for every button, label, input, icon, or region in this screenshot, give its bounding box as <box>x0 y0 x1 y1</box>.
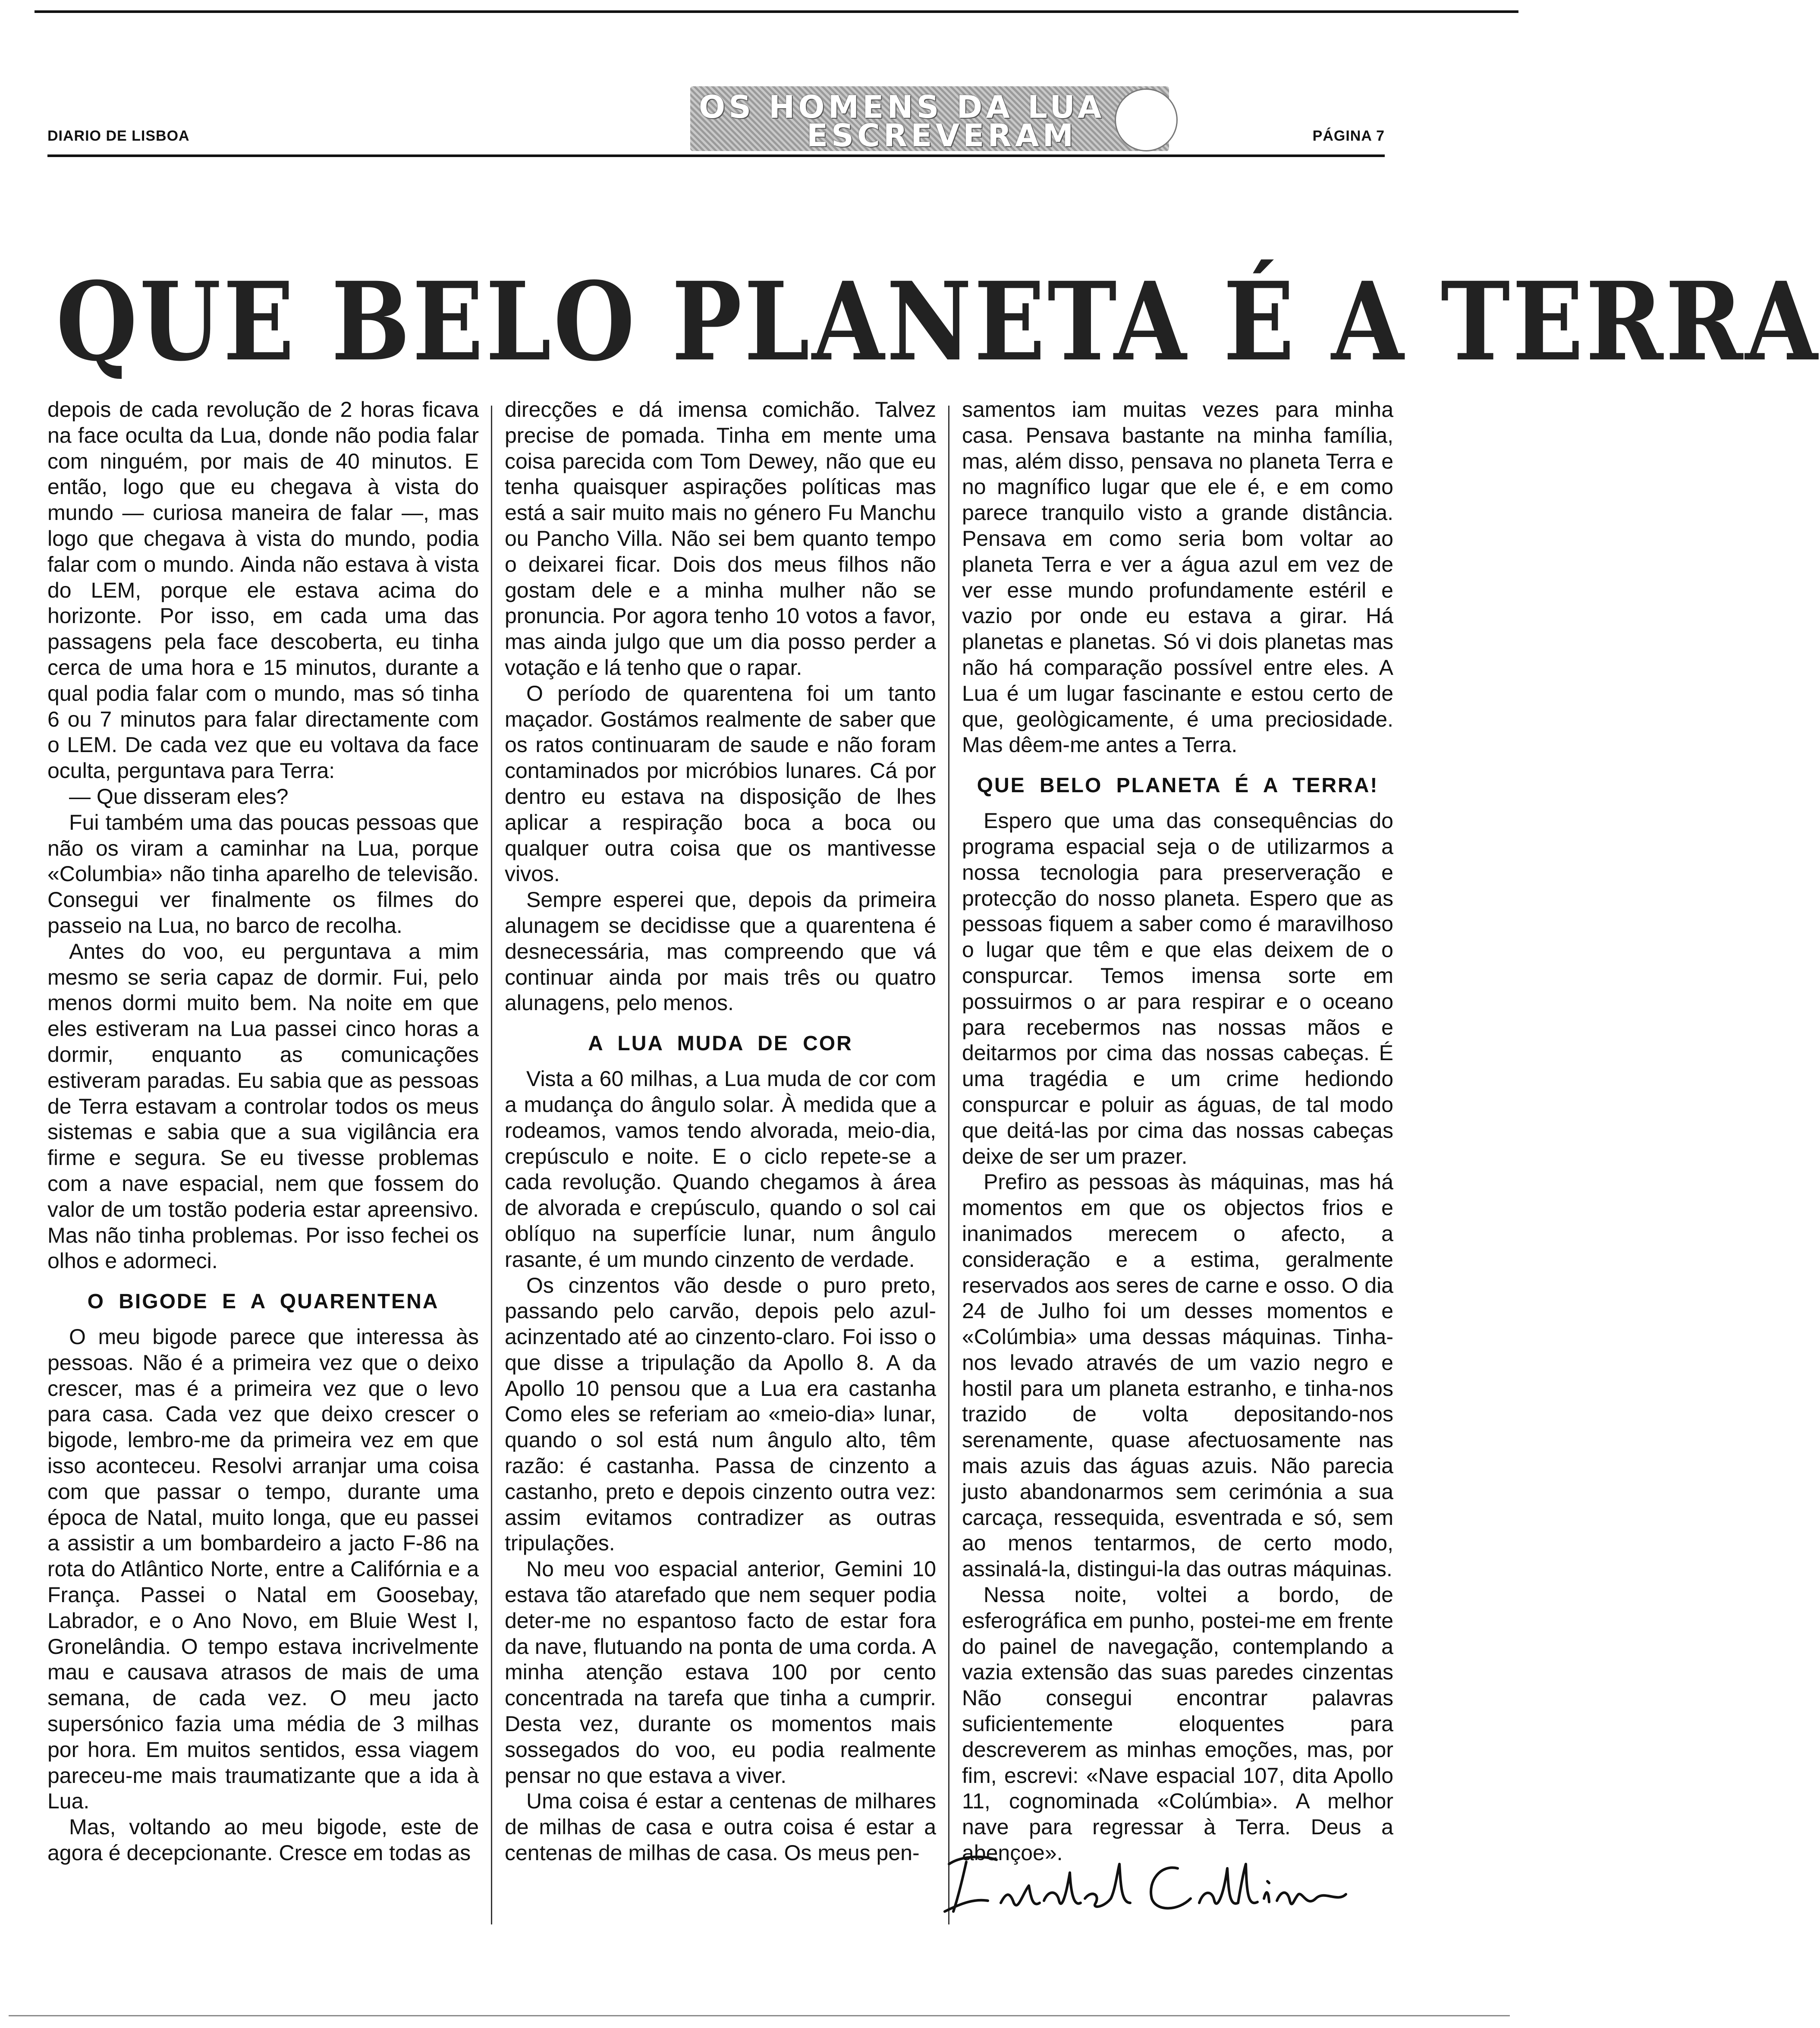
moon-icon <box>1115 88 1178 151</box>
paragraph: O período de quarentena foi um tanto maçador. Gostámos realmente de saber que os ratos continuaram de saude e não foram contaminados por micróbios lunares. Cá por dentro eu estava na disposição de lhes aplicar a respiração boca a boca ou qualquer outra coisa que os mantivesse vivos. <box>505 681 936 886</box>
paragraph: Vista a 60 milhas, a Lua muda de cor com a mudança do ângulo solar. À medida que a rodeamos, vamos tendo alvorada, meio-dia, crepúsculo e noite. E o ciclo repete-se a cada revolução. Quando chegamos à área de alvorada e crepúsculo, quando o sol cai oblíquo na superfície lunar, num ângulo rasante, é um mundo cinzento de verdade. <box>505 1067 936 1272</box>
series-banner-line2: ESCREVERAM <box>807 117 1077 154</box>
paragraph: Sempre esperei que, depois da primeira alunagem se decidisse que a quarentena é desnecessária, mas compreendo que vá continuar ainda por mais três ou quatro alunagens, pelo menos. <box>505 888 936 1015</box>
subheading: QUE BELO PLANETA É A TERRA! <box>977 774 1379 797</box>
newspaper-name: DIARIO DE LISBOA <box>47 128 190 144</box>
page-number: PÁGINA 7 <box>1312 128 1385 144</box>
column-divider <box>948 406 949 1924</box>
paragraph: — Que disseram eles? <box>69 784 289 809</box>
series-banner <box>690 86 1169 154</box>
top-border-rule <box>35 10 1518 13</box>
series-banner-line1: OS HOMENS DA LUA <box>699 89 1105 125</box>
paragraph: Mas, voltando ao meu bigode, este de agora é decepcionante. Cresce em todas as <box>47 1815 479 1865</box>
header-rule <box>47 154 1385 157</box>
paragraph: depois de cada revolução de 2 horas ficava na face oculta da Lua, donde não podia falar com ninguém, por mais de 40 minutos. E então, logo que eu chegava à vista do mundo — curiosa maneira de falar —, mas logo que chegava à vista do mundo, podia falar com o mundo. Ainda não estava à vista do LEM, porque ele estava acima do horizonte. Por isso, em cada uma das passagens pela face descoberta, eu tinha cerca de uma hora e 15 minutos, durante a qual podia falar com o mundo, mas só tinha 6 ou 7 minutos para falar directamente com o LEM. De cada vez que eu voltava da face oculta, perguntava para Terra: <box>47 397 479 783</box>
handwritten-signature <box>936 1847 1359 1920</box>
subheading: A LUA MUDA DE COR <box>588 1032 853 1055</box>
column-3 <box>962 397 1393 1866</box>
paragraph: Nessa noite, voltei a bordo, de esferográfica em punho, postei-me em frente do painel de navegação, contemplando a vazia extensão das suas paredes cinzentas Não consegui encontrar palavras suficientemente eloquentes para descreverem as minhas emoções, mas, por fim, escrevi: «Nave espacial 107, dita Apollo 11, cognominada «Colúmbia». A melhor nave para regressar à Terra. Deus a abençoe». <box>962 1583 1393 1865</box>
paragraph: Prefiro as pessoas às máquinas, mas há momentos em que os objectos frios e inanimados merecem o afecto, a consideração e a estima, geralmente reservados aos seres de carne e osso. O dia 24 de Julho foi um desses momentos e «Colúmbia» uma dessas máquinas. Tinha-nos levado através de um vazio negro e hostil para um planeta estranho, e tinha-nos trazido de volta depositando-nos serenamente, quase afectuosamente nas mais azuis das águas azuis. Não parecia justo abandonarmos sem cerimónia a sua carcaça, ressequida, esventrada e só, sem ao menos tentarmos, de certo modo, assinalá-la, distingui-la das outras máquinas. <box>962 1170 1393 1581</box>
article-body <box>47 397 1393 1924</box>
paragraph: Antes do voo, eu perguntava a mim mesmo se seria capaz de dormir. Fui, pelo menos dormi muito bem. Na noite em que eles estiveram na Lua passei cinco horas a dormir, enquanto as comunicações estiveram paradas. Eu sabia que as pessoas de Terra estavam a controlar todos os meus sistemas e sabia que a sua vigilância era firme e segura. Se eu tivesse problemas com a nave espacial, nem que fossem do valor de um tostão poderia estar apreensivo. Mas não tinha problemas. Por isso fechei os olhos e adormeci. <box>47 939 479 1273</box>
paragraph: samentos iam muitas vezes para minha casa. Pensava bastante na minha família, mas, além disso, pensava no planeta Terra e no magnífico lugar que ele é, e em como parece tranquilo visto a grande distância. Pensava em como seria bom voltar ao planeta Terra e ver a água azul em vez de ver esse mundo profundamente estéril e vazio por onde eu estava a girar. Há planetas e planetas. Só vi dois planetas mas não há comparação possível entre eles. A Lua é um lugar fascinante e estou certo de que, geològicamente, é uma preciosidade. Mas dêem-me antes a Terra. <box>962 397 1393 757</box>
paragraph: Uma coisa é estar a centenas de milhares de milhas de casa e outra coisa é estar a centenas de milhas de casa. Os meus pen- <box>505 1789 936 1865</box>
page-header <box>47 86 1385 154</box>
bottom-rule <box>9 2015 1510 2016</box>
paragraph: Os cinzentos vão desde o puro preto, passando pelo carvão, depois pelo azul-acinzentado até ao cinzento-claro. Foi isso o que disse a tripulação da Apollo 8. A da Apollo 10 pensou que a Lua era castanha Como eles se referiam ao «meio-dia» lunar, quando o sol está num ângulo alto, têm razão: é castanha. Passa de cinzento a castanho, preto e depois cinzento outra vez: assim evitamos contradizer as outras tripulações. <box>505 1273 936 1556</box>
headline: QUE BELO PLANETA É A TERRA <box>56 258 1820 385</box>
paragraph: Fui também uma das poucas pessoas que não os viram a caminhar na Lua, porque «Columbia» não tinha aparelho de televisão. Consegui ver finalmente os filmes do passeio na Lua, no barco de recolha. <box>47 810 479 938</box>
paragraph: direcções e dá imensa comichão. Talvez precise de pomada. Tinha em mente uma coisa parecida com Tom Dewey, não que eu tenha quaisquer aspirações políticas mas está a sair muito mais no género Fu Manchu ou Pancho Villa. Não sei bem quanto tempo o deixarei ficar. Dois dos meus filhos não gostam dele e a minha mulher não se pronuncia. Por agora tenho 10 votos a favor, mas ainda julgo que um dia posso perder a votação e lá tenho que o rapar. <box>505 397 936 680</box>
paragraph: Espero que uma das consequências do programa espacial seja o de utilizarmos a nossa tecnologia para preserveração e protecção do nosso planeta. Espero que as pessoas fiquem a saber como é maravilhoso o lugar que têm e que elas deixem de o conspurcar. Temos imensa sorte em possuirmos o ar para respirar e o oceano para recebermos nas nossas mãos e deitarmos por cima das nossas cabeças. É uma tragédia e um crime hediondo conspurcar e poluir as águas, de tal modo que deitá-las por cima das nossas cabeças deixe de ser um prazer. <box>962 809 1393 1168</box>
column-divider <box>491 406 492 1924</box>
paragraph: O meu bigode parece que interessa às pessoas. Não é a primeira vez que o deixo crescer, mas é a primeira vez que o levo para casa. Cada vez que deixo crescer o bigode, lembro-me da primeira vez em que isso aconteceu. Resolvi arranjar uma coisa com que passar o tempo, durante uma época de Natal, muito longa, que eu passei a assistir a um bombardeiro a jacto F-86 na rota do Atlântico Norte, entre a Califórnia e a França. Passei o Natal em Goosebay, Labrador, e o Ano Novo, em Bluie West I, Gronelândia. O tempo estava incrivelmente mau e causava atrasos de mais de uma semana, de cada vez. O meu jacto supersónico fazia uma média de 3 milhas por hora. Em muitos sentidos, essa viagem pareceu-me mais traumatizante que a ida à Lua. <box>47 1325 479 1814</box>
paragraph: No meu voo espacial anterior, Gemini 10 estava tão atarefado que nem sequer podia deter-me no espantoso facto de estar fora da nave, flutuando na ponta de uma corda. A minha atenção estava 100 por cento concentrada na tarefa que tinha a cumprir. Desta vez, durante os momentos mais sossegados do voo, eu podia realmente pensar no que estava a viver. <box>505 1557 936 1788</box>
column-1 <box>47 397 479 1866</box>
column-2 <box>505 397 936 1866</box>
subheading: O BIGODE E A QUARENTENA <box>87 1290 439 1313</box>
